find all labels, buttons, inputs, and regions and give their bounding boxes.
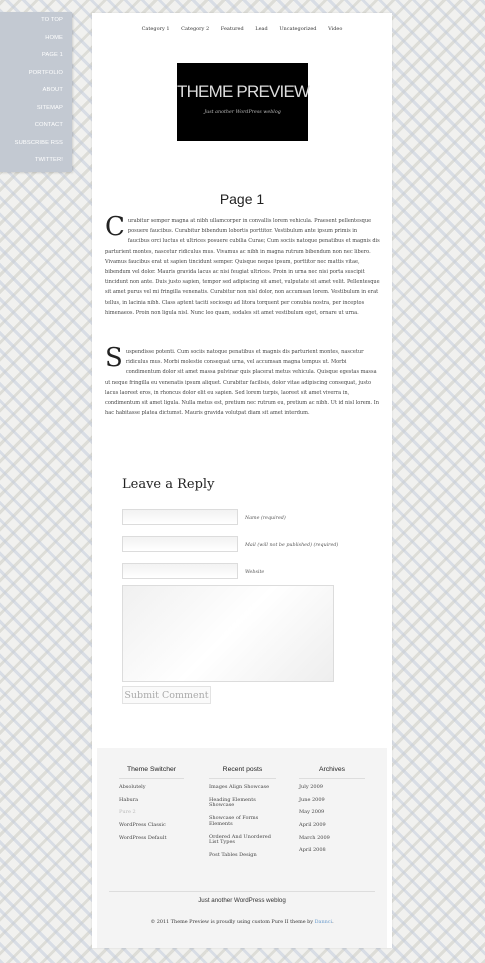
recent-post-link[interactable]: Ordered And Unordered List Types — [209, 833, 271, 846]
name-field-label: Name (required) — [245, 516, 286, 521]
archive-link[interactable]: June 2009 — [299, 796, 325, 803]
footer-tagline: Just another WordPress weblog — [198, 897, 286, 904]
copyright-notice — [97, 919, 387, 925]
nav-sitemap[interactable]: SITEMAP — [36, 104, 63, 111]
footer-divider — [109, 891, 375, 892]
side-navigation — [0, 12, 72, 172]
submit-comment-button[interactable]: Submit Comment — [122, 686, 211, 704]
category-navigation — [92, 26, 392, 32]
nav-subscribe-rss[interactable]: SUBSCRIBE RSS — [14, 139, 63, 146]
nav-to-top[interactable]: TO TOP — [41, 17, 63, 23]
recent-post-link[interactable]: Showcase of Forms Elements — [209, 815, 259, 827]
category-link-1[interactable]: Category 1 — [141, 26, 170, 32]
theme-item-pure-2: Pure 2 — [119, 809, 136, 816]
category-link-2[interactable]: Category 2 — [181, 26, 210, 32]
paragraph-text: uspendisse potenti. Cum sociis natoque penatibus et magnis dis parturient montes, nascetur ridiculus mus. Morbi molestie consequat urna, vel accumsan magna tempus ut. Morbi condimentum dolor sit amet massa pulvinar quis placerat metus vehicula. Quisque egestas massa ut neque fringilla eu venenatis ipsum aliquet. Curabitur facilisis, dolor vitae adipiscing consequat, justo lacus laoreet eros, in rhoncus dolor elit eu sapien. Sed lorem turpis, laoreet sit amet viverra in, condimentum sit amet ligula. Nulla metus est, pretium nec rutrum eu, pretium ac nibh. Ut id nisl lorem. In hac habitasse platea dictumst. Mauris gravida volutpat diam sit amet interdum. — [105, 349, 379, 417]
content-paragraph — [105, 212, 380, 318]
site-title: THEME PREVIEW — [177, 82, 310, 101]
archive-link[interactable]: April 2009 — [299, 822, 326, 829]
widget-title: Theme Switcher — [119, 766, 184, 779]
website-field-label: Website — [245, 570, 265, 575]
copyright-text: © 2011 Theme Preview is proudly using custom Pure II theme by — [150, 919, 315, 925]
theme-item-wordpress-classic[interactable]: WordPress Classic — [119, 822, 166, 829]
recent-post-link[interactable]: Images Align Showcase — [209, 784, 270, 790]
category-link-uncategorized[interactable]: Uncategorized — [279, 26, 317, 32]
nav-contact[interactable]: CONTACT — [34, 122, 63, 128]
theme-switcher-widget — [119, 766, 184, 848]
drop-cap: S — [105, 343, 123, 373]
mail-field-label: Mail (will not be published) (required) — [245, 543, 339, 548]
nav-home[interactable]: HOME — [45, 34, 63, 41]
nav-portfolio[interactable]: PORTFOLIO — [28, 69, 63, 76]
paragraph-text: urabitur semper magna at nibh ullamcorper in convallis lorem vehicula. Praesent pellentesque posuere faucibus. Curabitur bibendum lobortis porttitor. Vestibulum ante ipsum primis in faucibus orci luctus et ultrices posuere cubilia Curae; Cum sociis natoque penatibus et magnis dis parturient montes, nascetur ridiculus mus. Vivamus ac nibh in magna rutrum bibendum non nec libero. Vivamus faucibus erat ut sapien tincidunt semper. Quisque neque ipsum, porttitor nec mattis vitae, bibendum vel dolor. Mauris gravida lacus ac nisi feugiat ultrices. Proin in urna nec nisi porta suscipit tincidunt non ante. Duis justo sapien, tempor sed adipiscing sit amet, vulputate sit amet velit. Pellentesque sit amet purus vel mi fringilla venenatis. Curabitur non nisl dolor, non accumsan lorem. Vestibulum in erat tellus, in lacinia nibh. Class aptent taciti sociosqu ad litora torquent per conubia nostra, per inceptos himenaeos. Proin non ligula nisl. Nunc leo quam, sodales sit amet vestibulum eget, ornare ut urna. — [105, 218, 380, 316]
content-paragraph — [105, 343, 380, 418]
archive-link[interactable]: March 2009 — [299, 834, 330, 841]
theme-item-wordpress-default[interactable]: WordPress Default — [119, 834, 167, 841]
category-link-lead[interactable]: Lead — [255, 26, 268, 32]
category-link-featured[interactable]: Featured — [220, 26, 244, 32]
page-title: Page 1 — [219, 191, 265, 207]
widget-title: Recent posts — [209, 766, 276, 779]
widget-title: Archives — [299, 766, 365, 779]
reply-heading: Leave a Reply — [122, 477, 215, 492]
nav-twitter[interactable]: TWITTER! — [34, 157, 63, 163]
site-header-logo[interactable] — [177, 63, 308, 141]
archives-widget — [299, 766, 365, 861]
site-tagline: Just another WordPress weblog — [204, 110, 281, 115]
mail-field[interactable] — [122, 536, 238, 552]
nav-about[interactable]: ABOUT — [42, 87, 63, 93]
theme-item-absolutely[interactable]: Absolutely — [119, 784, 146, 790]
category-link-video[interactable]: Video — [328, 26, 343, 32]
page-container — [92, 13, 392, 948]
author-link[interactable]: Dannci — [314, 919, 333, 925]
recent-posts-widget — [209, 766, 276, 866]
archive-link[interactable]: April 2008 — [299, 847, 326, 854]
recent-post-link[interactable]: Post Tables Design — [209, 852, 257, 859]
theme-item-habura[interactable]: Habura — [119, 796, 139, 803]
footer — [97, 748, 387, 948]
name-field[interactable] — [122, 509, 238, 525]
website-field[interactable] — [122, 563, 238, 579]
nav-page-1[interactable]: PAGE 1 — [41, 52, 63, 58]
comment-textarea[interactable] — [122, 585, 334, 682]
recent-post-link[interactable]: Heading Elements Showcase — [209, 796, 256, 809]
drop-cap: C — [105, 212, 125, 242]
archive-link[interactable]: July 2009 — [299, 784, 323, 790]
copyright-end: . — [332, 919, 334, 925]
archive-link[interactable]: May 2009 — [299, 809, 325, 816]
